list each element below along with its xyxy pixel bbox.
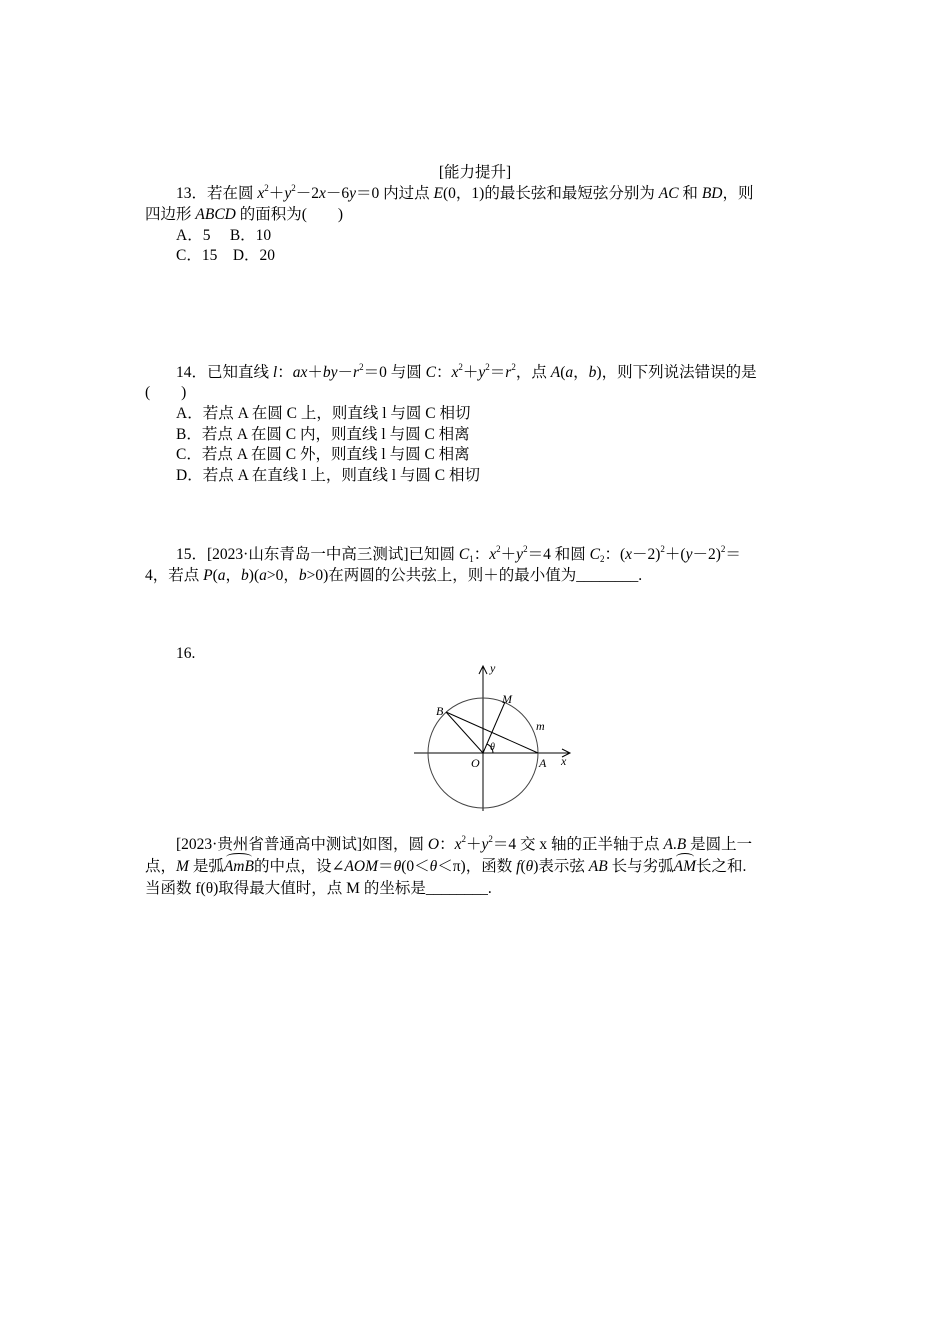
q13-options-ab: A．5 B．10 — [176, 227, 272, 244]
q16-line2: 点，M 是弧AmB的中点，设∠AOM＝θ(0＜θ＜π)，函数 f(θ)表示弦 AB 长与劣弧AM长之和. — [145, 858, 747, 875]
label-arc-m: m — [536, 719, 545, 733]
q16-source: [2023·贵州省普通高中测试] — [176, 836, 362, 853]
label-b: B — [436, 704, 444, 718]
q13-line1: 13．若在圆 $x^2+y^2-2x-6y=0$ 内过点 E(0，1)的最长弦和最短弦分别为 AC 和 BD，则 — [176, 183, 754, 202]
label-o: O — [471, 756, 480, 770]
label-m: M — [502, 692, 512, 706]
q16-number: 16. — [176, 645, 196, 662]
q15-source: [2023·山东青岛一中高三测试] — [207, 546, 409, 563]
q14-option-c: C．若点 A 在圆 C 外，则直线 l 与圆 C 相离 — [176, 446, 470, 463]
arc-am: AM — [673, 858, 697, 875]
q13-number: 13． — [176, 185, 208, 202]
label-theta: θ — [490, 742, 495, 753]
q14-option-a: A．若点 A 在圆 C 上，则直线 l 与圆 C 相切 — [176, 405, 471, 422]
label-y: y — [490, 661, 496, 675]
q14-option-d: D．若点 A 在直线 l 上，则直线 l 与圆 C 相切 — [176, 467, 480, 484]
q14-number: 14． — [176, 364, 208, 381]
section-title: [能力提升] — [438, 164, 512, 181]
segment-ob — [446, 712, 483, 753]
q14-line1: 14．已知直线 l：$ax+by-r^2=0$ 与圆 C：$x^2+y^2=r^2$，点 A(a，b)，则下列说法错误的是 — [176, 362, 757, 381]
label-a: A — [539, 756, 547, 770]
q13-line2: 四边形 ABCD 的面积为( ) — [145, 206, 344, 223]
q15-line1: 15．[2023·山东青岛一中高三测试]已知圆 $C_1$：$x^2+y^2=4$ 和圆 $C_2$：$(x-2)^2+(y-2)^2=$ — [176, 544, 741, 564]
q14-line2: ( ) — [145, 384, 187, 401]
circle-figure — [410, 658, 580, 818]
q13-options-cd: C．15 D．20 — [176, 247, 276, 264]
arc-amb: AmB — [223, 858, 254, 875]
q15-line2: 4，若点 P(a，b)(a>0，b>0)在两圆的公共弦上，则＋的最小值为________. — [145, 567, 643, 584]
q16-line1: [2023·贵州省普通高中测试]如图，圆 O：$x^2+y^2=4$ 交 x 轴的正半轴于点 A.B 是圆上一 — [176, 834, 753, 853]
q14-option-b: B．若点 A 在圆 C 内，则直线 l 与圆 C 相离 — [176, 426, 470, 443]
label-x: x — [561, 754, 567, 768]
q16-line3: 当函数 f(θ)取得最大值时，点 M 的坐标是________. — [145, 880, 492, 897]
q15-number: 15． — [176, 546, 208, 563]
